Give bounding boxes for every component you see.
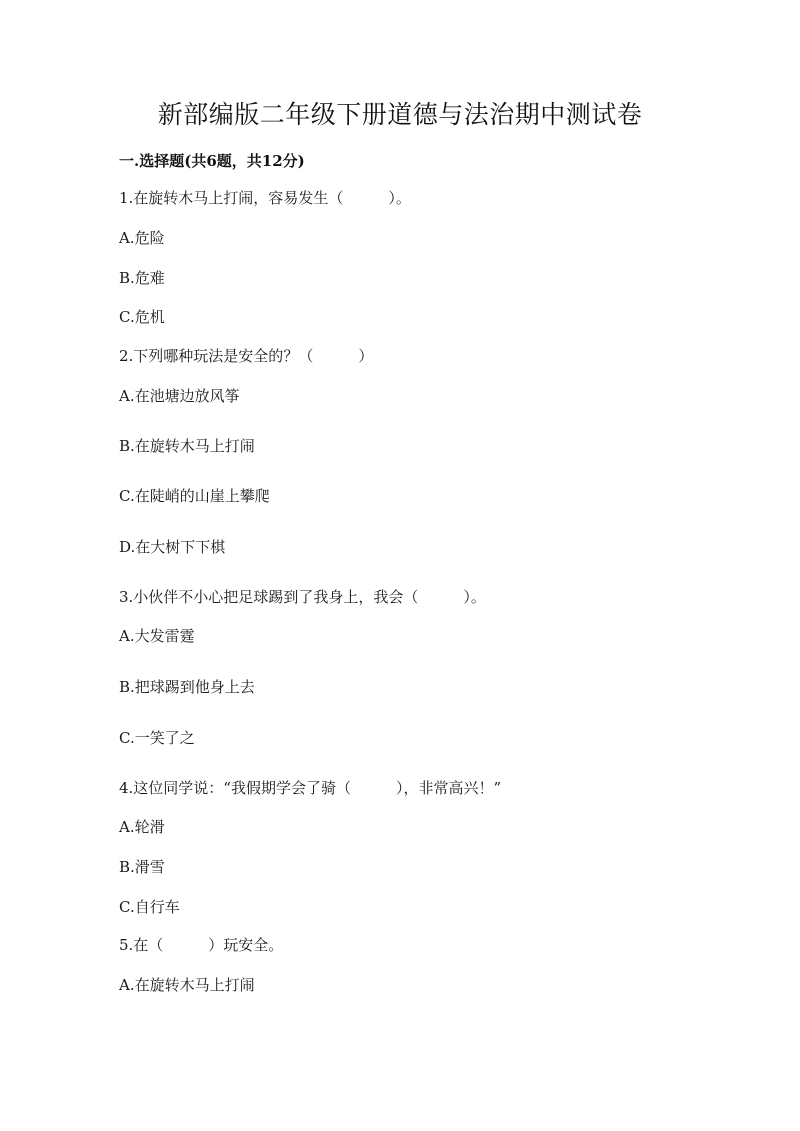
question-5-option-a: A.在旋转木马上打闹	[119, 976, 255, 994]
page-title: 新部编版二年级下册道德与法治期中测试卷	[157, 100, 643, 129]
question-1-option-b: B.危难	[119, 269, 165, 287]
question-5-stem: 5.在（ ）玩安全。	[119, 936, 284, 954]
section-heading: 一.选择题(共6题，共12分)	[119, 152, 305, 170]
question-4-option-c: C.自行车	[119, 898, 180, 916]
question-2-option-a: A.在池塘边放风筝	[119, 387, 240, 405]
question-3-option-a: A.大发雷霆	[119, 627, 195, 645]
question-2-option-c: C.在陡峭的山崖上攀爬	[119, 487, 270, 505]
question-1-stem: 1.在旋转木马上打闹，容易发生（ ）。	[119, 189, 411, 207]
question-4-stem: 4.这位同学说：“我假期学会了骑（ ），非常高兴！”	[119, 779, 502, 797]
question-1-option-c: C.危机	[119, 308, 165, 326]
question-2-option-d: D.在大树下下棋	[119, 538, 226, 556]
question-3-stem: 3.小伙伴不小心把足球踢到了我身上，我会（ ）。	[119, 588, 486, 606]
question-4-option-b: B.滑雪	[119, 858, 165, 876]
question-3-option-b: B.把球踢到他身上去	[119, 678, 255, 696]
question-1-option-a: A.危险	[119, 229, 165, 247]
question-3-option-c: C.一笑了之	[119, 729, 195, 747]
question-2-option-b: B.在旋转木马上打闹	[119, 437, 255, 455]
question-2-stem: 2.下列哪种玩法是安全的？（ ）	[119, 347, 374, 365]
question-4-option-a: A.轮滑	[119, 818, 165, 836]
